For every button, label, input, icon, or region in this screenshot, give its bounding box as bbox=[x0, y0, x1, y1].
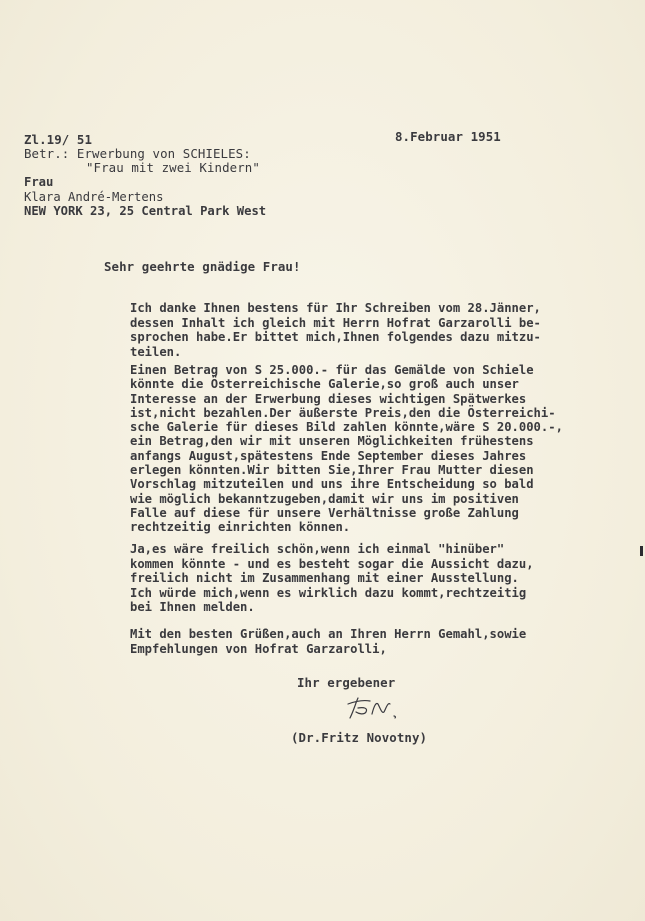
text-line: ein Betrag,den wir mit unseren Möglichkeiten frühestens bbox=[130, 434, 534, 449]
subject-line-1: Betr.: Erwerbung von SCHIELES: bbox=[24, 146, 251, 161]
text-line: dessen Inhalt ich gleich mit Herrn Hofrat Garzarolli be- bbox=[130, 315, 541, 330]
text-line: erlegen könnten.Wir bitten Sie,Ihrer Frau Mutter diesen bbox=[130, 463, 534, 478]
recipient-line: Klara André-Mertens bbox=[24, 189, 164, 204]
text-line: Vorschlag mitzuteilen und uns ihre Entscheidung so bald bbox=[130, 477, 534, 492]
text-line: Ich würde mich,wenn es wirklich dazu kommt,rechtzeitig bbox=[130, 585, 527, 600]
text-line: anfangs August,spätestens Ende September dieses Jahres bbox=[130, 448, 527, 463]
text-line: Ja,es wäre freilich schön,wenn ich einmal "hinüber" bbox=[130, 542, 505, 556]
paragraph-3 bbox=[130, 542, 534, 615]
text-line: könnte die Österreichische Galerie,so groß auch unser bbox=[130, 377, 519, 392]
text-line: sche Galerie für dieses Bild zahlen könnte,wäre S 20.000.-, bbox=[130, 420, 563, 435]
text-line: ist,nicht bezahlen.Der äußerste Preis,den die Österreichi- bbox=[130, 405, 556, 420]
text-line: wie möglich bekanntzugeben,damit wir uns im positiven bbox=[130, 491, 519, 506]
text-line: Empfehlungen von Hofrat Garzarolli, bbox=[130, 641, 387, 656]
recipient-address bbox=[24, 175, 266, 219]
subject-line-2: "Frau mit zwei Kindern" bbox=[86, 160, 260, 175]
paragraph-1 bbox=[130, 301, 541, 359]
salutation: Sehr geehrte gnädige Frau! bbox=[104, 259, 301, 274]
recipient-line: NEW YORK 23, 25 Central Park West bbox=[24, 204, 267, 219]
text-line: sprochen habe.Er bittet mich,Ihnen folgendes dazu mitzu- bbox=[130, 330, 541, 345]
closing: Ihr ergebener bbox=[297, 675, 396, 690]
reference-number: Zl.19/ 51 bbox=[24, 132, 93, 147]
text-line: Falle auf diese für unsere Verhältnisse große Zahlung bbox=[130, 505, 519, 520]
text-line: freilich nicht im Zusammenhang mit einer Ausstellung. bbox=[130, 571, 519, 586]
text-line: kommen könnte - und es besteht sogar die Aussicht dazu, bbox=[130, 556, 534, 571]
text-line: Interesse an der Erwerbung dieses wichtigen Spätwerkes bbox=[130, 391, 527, 406]
handwritten-signature bbox=[344, 692, 404, 726]
text-line: Ich danke Ihnen bestens für Ihr Schreiben vom 28.Jänner, bbox=[130, 301, 541, 315]
paragraph-4 bbox=[130, 627, 526, 656]
paragraph-2 bbox=[130, 363, 563, 535]
text-line: teilen. bbox=[130, 344, 182, 359]
text-line: Mit den besten Grüßen,auch an Ihren Herrn Gemahl,sowie bbox=[130, 627, 527, 641]
text-line: bei Ihnen melden. bbox=[130, 600, 255, 615]
text-line: rechtzeitig einrichten können. bbox=[130, 520, 351, 535]
text-line: Einen Betrag von S 25.000.- für das Gemälde von Schiele bbox=[130, 363, 534, 377]
recipient-line: Frau bbox=[24, 175, 54, 189]
letter-date: 8.Februar 1951 bbox=[395, 129, 501, 144]
margin-mark bbox=[640, 546, 643, 556]
signatory-name: (Dr.Fritz Novotny) bbox=[291, 730, 428, 745]
